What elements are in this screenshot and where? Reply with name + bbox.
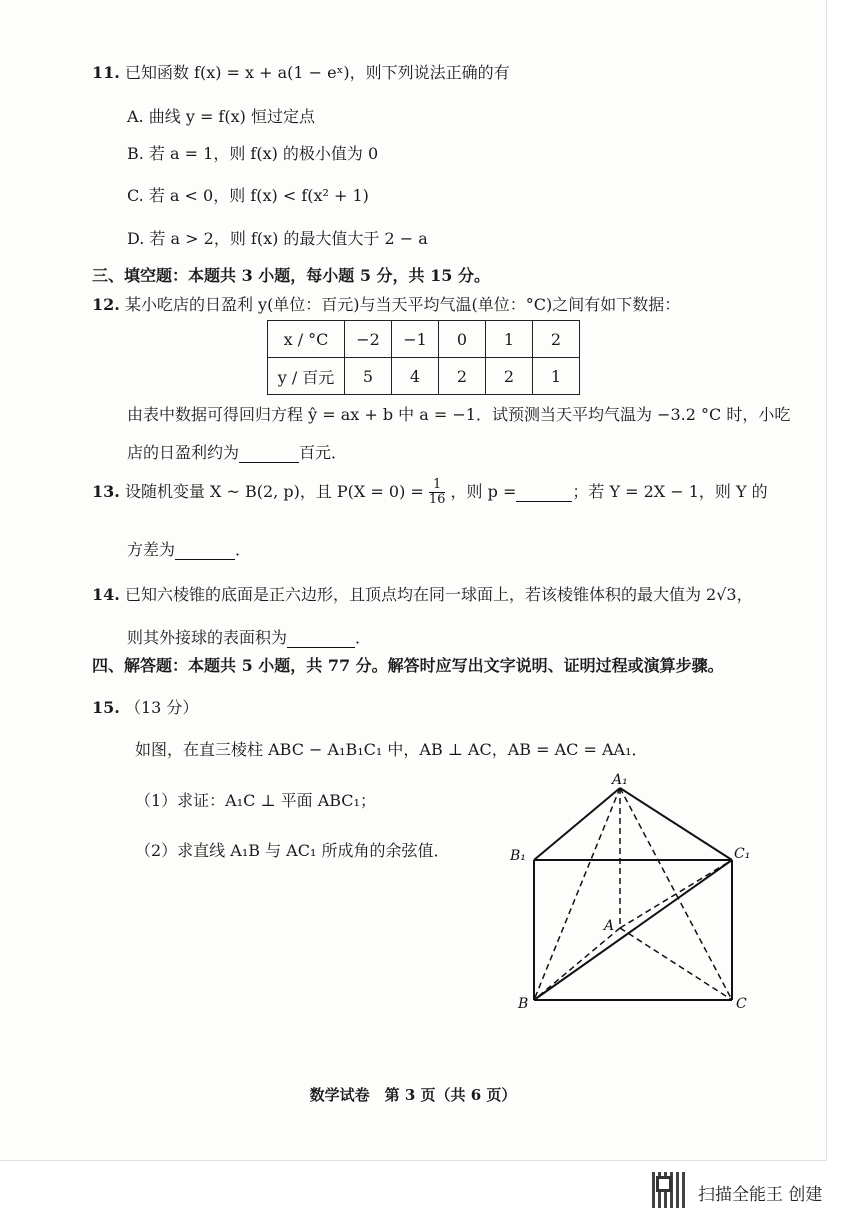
q11-stem-line [92,60,510,83]
q15-header [92,695,198,718]
edge-A-C [620,928,732,1000]
q15-score: （13 分） [124,698,199,717]
q12-stem-line [92,292,680,315]
label-C1: C₁ [734,846,751,862]
q12-answer-line [127,440,347,463]
q13-part1: 设随机变量 X ~ B(2, p)，且 P(X = 0) = [124,482,424,501]
q13-variance-blank[interactable] [175,540,235,560]
table-cell: 5 [345,358,392,395]
q13-variance-suffix: ． [235,540,252,559]
section-4-heading: 四、解答题：本题共 5 小题，共 77 分。解答时应写出文字说明、证明过程或演算步骤。 [92,656,724,675]
q11-option-d: D. 若 a > 2，则 f(x) 的最大值大于 2 − a [127,229,428,248]
table-header-y: y / 百元 [268,358,345,395]
q11-option-a: A. 曲线 y = f(x) 恒过定点 [127,107,315,126]
q14-stem-line [92,582,753,605]
q13-p-blank[interactable] [516,482,572,502]
q11-option-c: C. 若 a < 0，则 f(x) < f(x² + 1) [127,186,369,205]
section-3-heading: 三、填空题：本题共 3 小题，每小题 5 分，共 15 分。 [92,266,490,285]
q12-regression-text: 由表中数据可得回归方程 ŷ = ax + b 中 a = −1．试预测当天平均气温为 −3.2 °C 时，小吃 [127,405,791,424]
q15-number: 15. [92,698,120,717]
q12-stem: 某小吃店的日盈利 y(单位：百元)与当天平均气温(单位：°C)之间有如下数据： [124,295,681,314]
page-footer: 数学试卷 第 3 页（共 6 页） [309,1086,517,1104]
q12-answer-suffix: 百元． [299,443,348,462]
q14-number: 14. [92,585,120,604]
table-cell: −2 [345,321,392,358]
q14-area-prefix: 则其外接球的表面积为 [127,628,288,647]
table-row-y [268,358,580,395]
label-A1: A₁ [612,772,628,788]
q12-answer-blank[interactable] [239,443,299,463]
label-A: A [604,918,615,934]
edge-A-B [534,928,620,1000]
segment-A-C1 [620,860,732,928]
edge-A1-C1 [620,788,732,860]
table-cell: 0 [439,321,486,358]
q11-stem: 已知函数 f(x) = x + a(1 − eˣ)，则下列说法正确的有 [124,63,510,82]
q12-answer-prefix: 店的日盈利约为 [127,443,240,462]
q13-fraction [429,478,446,507]
label-B1: B₁ [510,848,526,864]
q13-part2: ，则 p = [450,482,517,501]
table-cell: −1 [392,321,439,358]
q12-number: 12. [92,295,120,314]
label-C: C [736,996,747,1012]
table-cell: 2 [439,358,486,395]
scanner-text: 扫描全能王 创建 [698,1185,823,1205]
q13-variance-prefix: 方差为 [127,540,176,559]
q13-number: 13. [92,482,120,501]
table-cell: 1 [533,358,580,395]
q13-fraction-numerator: 1 [429,478,446,493]
table-row-x [268,321,580,358]
prism-figure [510,770,760,1020]
segment-B-C1 [534,860,732,1000]
edge-A1-B1 [534,788,620,860]
q14-stem: 已知六棱锥的底面是正六边形，且顶点均在同一球面上，若该棱锥体积的最大值为 2√3， [124,585,753,604]
q14-area-suffix: ． [355,628,372,647]
q14-area-blank[interactable] [287,628,355,648]
q13-line2 [127,537,251,560]
q13-part3: ；若 Y = 2X − 1，则 Y 的 [572,482,768,501]
table-header-x: x / °C [268,321,345,358]
q12-data-table [267,320,580,395]
scanner-watermark [652,1172,862,1212]
q13-stem-line [92,478,768,507]
segment-A1-B [534,788,620,1000]
q15-stem: 如图，在直三棱柱 ABC − A₁B₁C₁ 中，AB ⊥ AC，AB = AC = AA₁． [135,740,648,759]
q11-option-b: B. 若 a = 1，则 f(x) 的极小值为 0 [127,144,379,163]
table-cell: 2 [486,358,533,395]
table-cell: 2 [533,321,580,358]
table-cell: 1 [486,321,533,358]
q15-part2: （2）求直线 A₁B 与 AC₁ 所成角的余弦值． [135,841,450,860]
label-B: B [518,996,529,1012]
q13-fraction-denominator: 16 [428,492,446,507]
q11-number: 11. [92,63,120,82]
q14-line2 [127,625,371,648]
qr-code-icon [652,1172,688,1208]
q15-part1: （1）求证：A₁C ⊥ 平面 ABC₁； [135,791,376,810]
table-cell: 4 [392,358,439,395]
